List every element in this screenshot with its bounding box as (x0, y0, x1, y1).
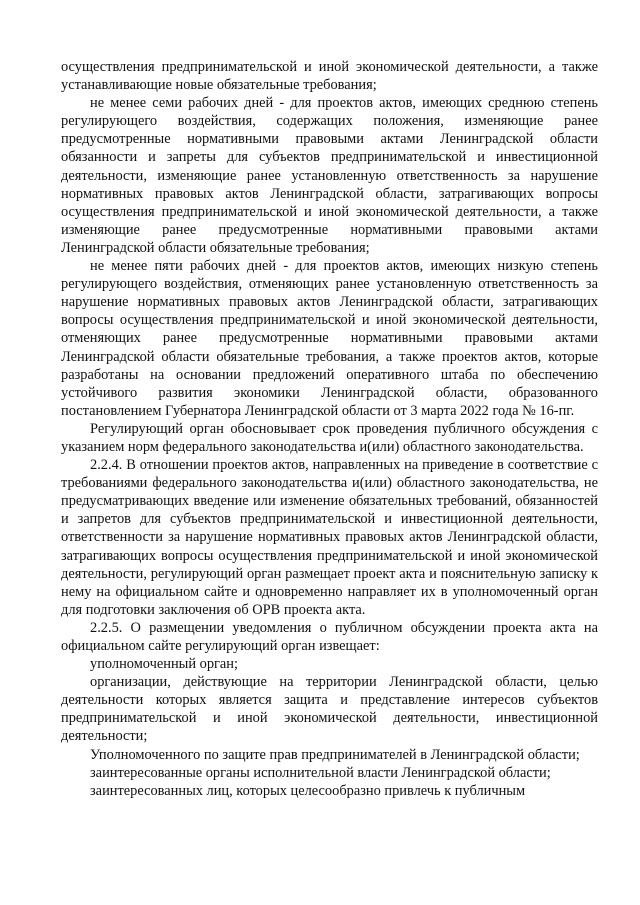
list-item-executive-bodies: заинтересованные органы исполнительной власти Ленинградской области; (90, 764, 551, 781)
document-page (61, 58, 598, 800)
list-item-organizations: организации, действующие на территории Ленинградской области, целью деятельности которых является защита и представление интересов субъектов предпринимательской и иной экономической деятельности, инвестиционной деятельности; (61, 674, 598, 745)
list-item-interested-persons: заинтересованных лиц, которых целесообразно привлечь к публичным (90, 782, 526, 799)
paragraph-seven-days: не менее семи рабочих дней - для проектов актов, имеющих среднюю степень регулирующего воздействия, содержащих положения, изменяющие ранее предусмотренные нормативными правовыми актами Ленинградской области обязанности и запреты для субъектов предпринимательской и инвестиционной деятельности, изменяющие ранее установленную ответственность за нарушение нормативных правовых актов Ленинградской области, затрагивающих вопросы осуществления предпринимательской и иной экономической деятельности, а также изменяющие ранее предусмотренные нормативными правовыми актами Ленинградской области обязательные требования; (61, 95, 598, 256)
paragraph-continuation: осуществления предпринимательской и иной экономической деятельности, а также устанавливающие новые обязательные требования; (61, 59, 598, 94)
list-item-authorized-body: уполномоченный орган; (90, 656, 239, 673)
paragraph-justification: Регулирующий орган обосновывает срок проведения публичного обсуждения с указанием норм федерального законодательства и(или) областного законодательства. (61, 420, 598, 455)
paragraph-2-2-4: 2.2.4. В отношении проектов актов, направленных на приведение в соответствие с требованиями федерального законодательства и(или) областного законодательства, не предусматривающих введение или изменение обязательных требований, обязанностей и запретов для субъектов предпринимательской и инвестиционной деятельности, ответственности за нарушение нормативных правовых актов Ленинградской области, затрагивающих вопросы осуществления предпринимательской и иной экономической деятельности, регулирующий орган размещает проект акта и пояснительную записку к нему на официальном сайте и одновременно направляет их в уполномоченный орган для подготовки заключения об ОРВ проекта акта. (61, 457, 598, 618)
paragraph-2-2-5: 2.2.5. О размещении уведомления о публичном обсуждении проекта акта на официальном сайте регулирующий орган извещает: (61, 619, 598, 654)
list-item-ombudsman: Уполномоченного по защите прав предпринимателей в Ленинградской области; (90, 746, 580, 763)
paragraph-five-days: не менее пяти рабочих дней - для проектов актов, имеющих низкую степень регулирующего воздействия, отменяющих ранее установленную ответственность за нарушение нормативных правовых актов Ленинградской области, затрагивающих вопросы осуществления предпринимательской и иной экономической деятельности, отменяющих ранее предусмотренные нормативными правовыми актами Ленинградской области обязательные требования, а также проектов актов, которые разработаны на основании предложений оперативного штаба по обеспечению устойчивого развития экономики Ленинградской области, образованного постановлением Губернатора Ленинградской области от 3 марта 2022 года № 16-пг. (61, 258, 598, 419)
